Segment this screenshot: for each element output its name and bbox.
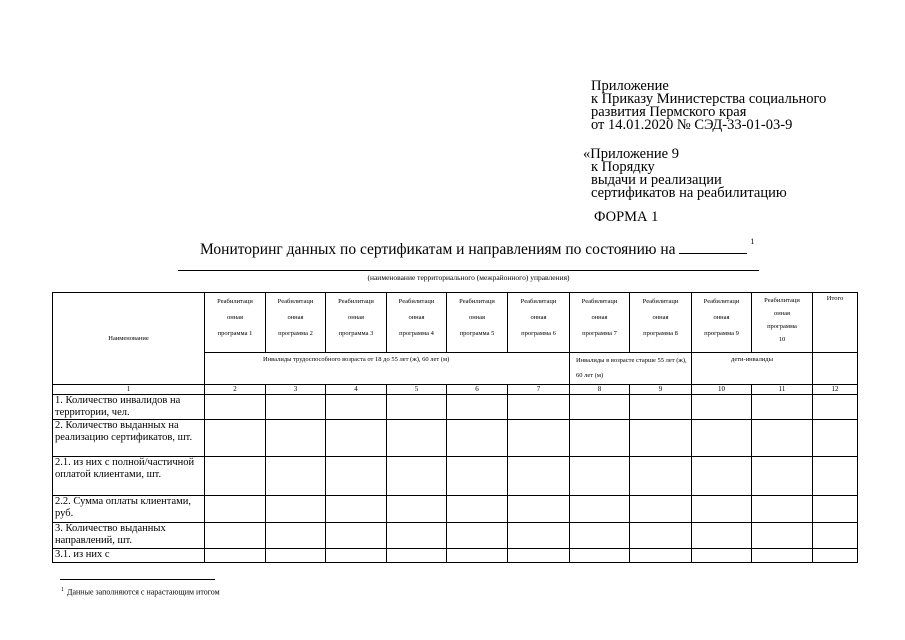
data-cell[interactable] <box>570 523 630 549</box>
data-cell[interactable] <box>205 420 266 457</box>
data-cell[interactable] <box>447 496 508 523</box>
data-cell[interactable] <box>570 549 630 563</box>
data-cell[interactable] <box>752 395 813 420</box>
data-cell[interactable] <box>266 523 326 549</box>
data-cell[interactable] <box>813 457 858 496</box>
row-label: 1. Количество инвалидов на территории, чел. <box>53 395 205 420</box>
header-line: выдачи и реализации <box>591 172 722 188</box>
org-name-line <box>178 270 759 271</box>
data-cell[interactable] <box>326 496 387 523</box>
title-text: Мониторинг данных по сертификатам и направлениям по состоянию на <box>200 241 676 258</box>
group-header-elderly: Инвалиды в возрасте старше 55 лет (ж), 60 лет (м) <box>570 353 692 385</box>
data-cell[interactable] <box>387 395 447 420</box>
data-cell[interactable] <box>752 496 813 523</box>
data-cell[interactable] <box>326 420 387 457</box>
data-cell[interactable] <box>752 420 813 457</box>
header-line: к Приказу Министерства социального <box>591 91 827 107</box>
data-cell[interactable] <box>508 496 570 523</box>
data-cell[interactable] <box>692 420 752 457</box>
column-number: 7 <box>508 385 570 395</box>
row-label: 3. Количество выданных направлений, шт. <box>53 523 205 549</box>
appendix-header <box>591 80 826 132</box>
data-cell[interactable] <box>205 549 266 563</box>
data-cell[interactable] <box>813 496 858 523</box>
program-header: Реабилитаци онная программа 8 <box>630 293 692 353</box>
document-title <box>200 236 755 259</box>
data-cell[interactable] <box>205 457 266 496</box>
data-cell[interactable] <box>266 496 326 523</box>
data-cell[interactable] <box>630 457 692 496</box>
header-line: Приложение <box>591 78 669 94</box>
row-label: 3.1. из них с <box>53 549 205 563</box>
data-cell[interactable] <box>205 523 266 549</box>
header-line: от 14.01.2020 № СЭД-33-01-03-9 <box>591 117 793 133</box>
program-header: Реабилитаци онная программа 2 <box>266 293 326 353</box>
data-cell[interactable] <box>326 395 387 420</box>
column-number: 2 <box>205 385 266 395</box>
group-header-working-age: Инвалиды трудоспособного возраста от 18 до 55 лет (ж), 60 лет (м) <box>205 353 570 385</box>
data-cell[interactable] <box>387 496 447 523</box>
program-header: Реабилитаци онная программа 10 <box>752 293 813 353</box>
data-cell[interactable] <box>266 549 326 563</box>
data-cell[interactable] <box>692 523 752 549</box>
column-number: 8 <box>570 385 630 395</box>
header-line: развития Пермского края <box>591 104 747 120</box>
data-cell[interactable] <box>508 523 570 549</box>
program-header: Реабилитаци онная программа 1 <box>205 293 266 353</box>
name-header: Наименование <box>53 293 205 385</box>
column-number: 4 <box>326 385 387 395</box>
row-label: 2. Количество выданных на реализацию сертификатов, шт. <box>53 420 205 457</box>
column-number: 3 <box>266 385 326 395</box>
row-label: 2.2. Сумма оплаты клиентами, руб. <box>53 496 205 523</box>
data-cell[interactable] <box>266 457 326 496</box>
column-number: 6 <box>447 385 508 395</box>
footnote-mark: 1 <box>61 587 64 593</box>
data-cell[interactable] <box>447 420 508 457</box>
data-cell[interactable] <box>508 395 570 420</box>
data-cell[interactable] <box>630 395 692 420</box>
title-footnote-mark: 1 <box>750 236 755 246</box>
data-cell[interactable] <box>387 549 447 563</box>
program-header: Реабилитаци онная программа 4 <box>387 293 447 353</box>
column-number: 10 <box>692 385 752 395</box>
data-cell[interactable] <box>813 395 858 420</box>
data-cell[interactable] <box>387 420 447 457</box>
data-cell[interactable] <box>447 395 508 420</box>
program-header: Реабилитаци онная программа 3 <box>326 293 387 353</box>
data-cell[interactable] <box>570 457 630 496</box>
org-name-caption: (наименование территориального (межрайонного) управления) <box>367 273 570 282</box>
data-cell[interactable] <box>692 457 752 496</box>
data-cell[interactable] <box>205 395 266 420</box>
data-cell[interactable] <box>692 549 752 563</box>
column-number: 1 <box>53 385 205 395</box>
data-cell[interactable] <box>447 523 508 549</box>
program-header: Реабилитаци онная программа 5 <box>447 293 508 353</box>
footnote-separator <box>60 579 215 580</box>
data-cell[interactable] <box>447 457 508 496</box>
data-cell[interactable] <box>813 523 858 549</box>
program-header: Реабилитаци онная программа 9 <box>692 293 752 353</box>
data-cell[interactable] <box>813 549 858 563</box>
data-cell[interactable] <box>508 420 570 457</box>
data-cell[interactable] <box>508 457 570 496</box>
data-cell[interactable] <box>630 420 692 457</box>
total-header: Итого <box>813 293 858 353</box>
data-cell[interactable] <box>630 496 692 523</box>
data-cell[interactable] <box>752 549 813 563</box>
data-cell[interactable] <box>266 420 326 457</box>
data-cell[interactable] <box>326 523 387 549</box>
data-cell[interactable] <box>326 549 387 563</box>
header-line: к Порядку <box>591 159 655 175</box>
data-cell[interactable] <box>387 457 447 496</box>
appendix-subheader <box>583 148 787 200</box>
data-cell[interactable] <box>266 395 326 420</box>
group-header-children: дети-инвалиды <box>692 353 813 385</box>
column-number: 11 <box>752 385 813 395</box>
data-cell[interactable] <box>692 395 752 420</box>
data-cell[interactable] <box>508 549 570 563</box>
footnote-text: Данные заполняются с нарастающим итогом <box>67 587 220 597</box>
column-number: 5 <box>387 385 447 395</box>
footnote <box>61 587 220 597</box>
program-header: Реабилитаци онная программа 7 <box>570 293 630 353</box>
form-label: ФОРМА 1 <box>594 209 659 225</box>
data-cell[interactable] <box>326 457 387 496</box>
monitoring-table <box>52 292 858 563</box>
group-header-empty <box>813 353 858 385</box>
program-header: Реабилитаци онная программа 6 <box>508 293 570 353</box>
data-cell[interactable] <box>630 523 692 549</box>
data-cell[interactable] <box>630 549 692 563</box>
data-cell[interactable] <box>447 549 508 563</box>
data-cell[interactable] <box>752 457 813 496</box>
data-cell[interactable] <box>692 496 752 523</box>
data-cell[interactable] <box>387 523 447 549</box>
column-number: 12 <box>813 385 858 395</box>
header-line: «Приложение 9 <box>583 146 679 162</box>
data-cell[interactable] <box>813 420 858 457</box>
column-number: 9 <box>630 385 692 395</box>
header-line: сертификатов на реабилитацию <box>591 185 787 201</box>
data-cell[interactable] <box>570 420 630 457</box>
data-cell[interactable] <box>570 496 630 523</box>
data-cell[interactable] <box>205 496 266 523</box>
row-label: 2.1. из них с полной/частичной оплатой клиентами, шт. <box>53 457 205 496</box>
date-blank <box>679 239 747 254</box>
data-cell[interactable] <box>752 523 813 549</box>
data-cell[interactable] <box>570 395 630 420</box>
